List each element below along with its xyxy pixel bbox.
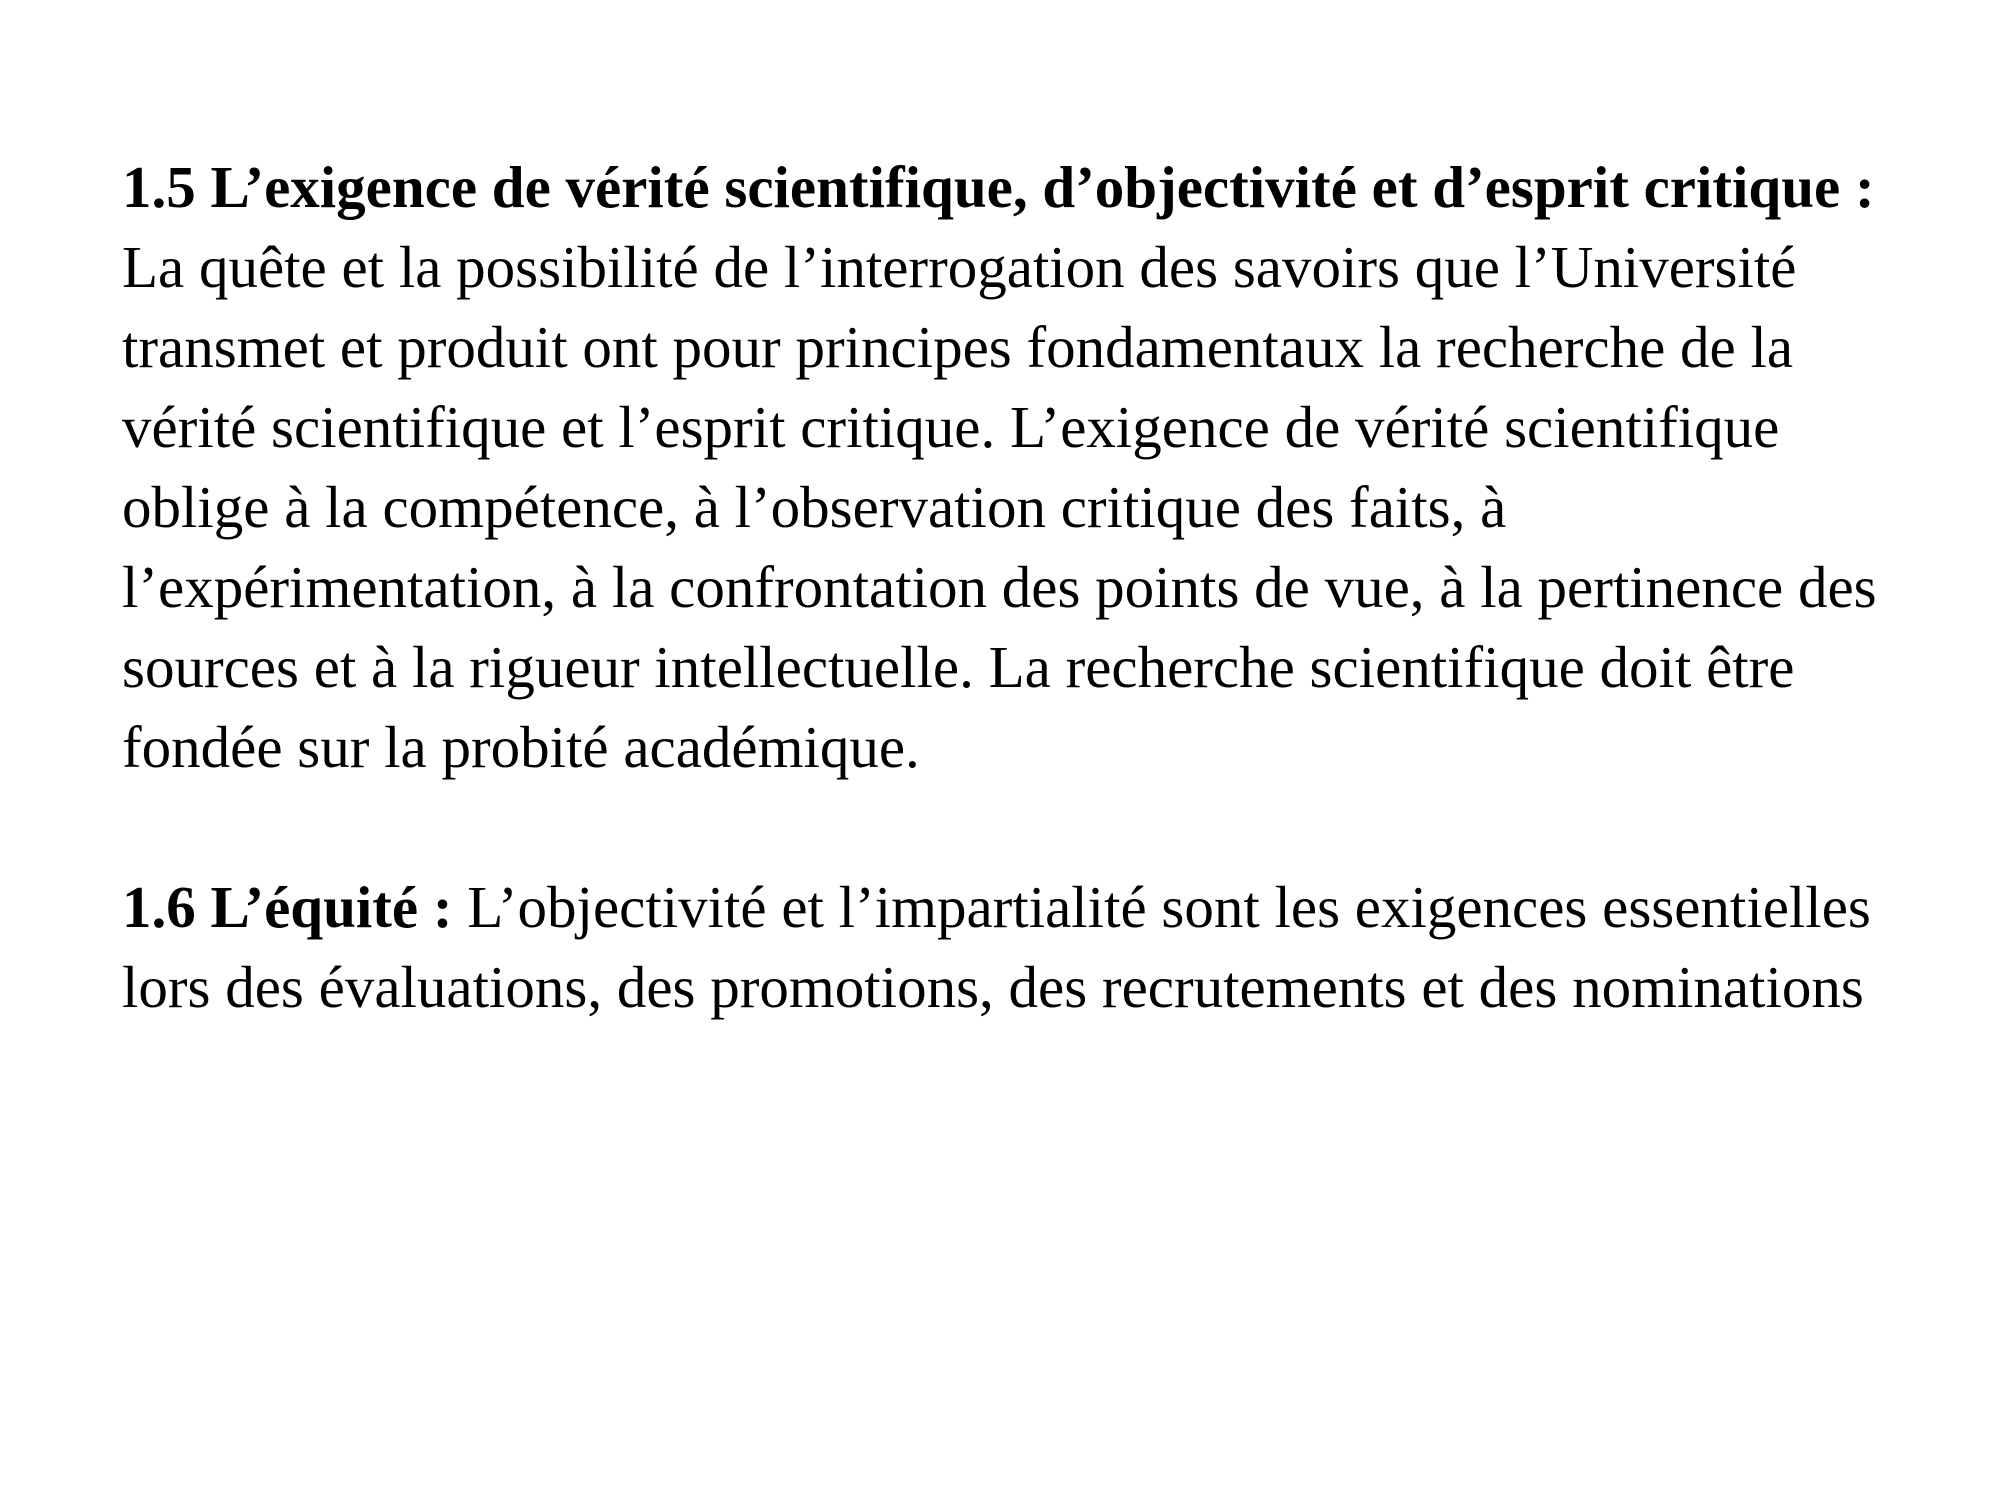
section-body: L’objectivité et l’impartialité sont les exigences essentielles lors des évaluations, des promotions, des recrutements et des nominations (122, 874, 1871, 1020)
section-heading: 1.5 L’exigence de vérité scientifique, d’objectivité et d’esprit critique : (122, 154, 1875, 220)
section-body: La quête et la possibilité de l’interrogation des savoirs que l’Université transmet et produit ont pour principes fondamentaux la recherche de la vérité scientifique et l’esprit critique. L’exigence de vérité scientifique oblige à la compétence, à l’observation critique des faits, à l’expérimentation, à la confrontation des points de vue, à la pertinence des sources et à la rigueur intellectuelle. La recherche scientifique doit être fondée sur la probité académique. (122, 234, 1877, 780)
section-1-5 (122, 147, 1902, 787)
section-heading: 1.6 L’équité : (122, 874, 453, 940)
document-content (122, 147, 1902, 1027)
section-1-6 (122, 867, 1902, 1027)
